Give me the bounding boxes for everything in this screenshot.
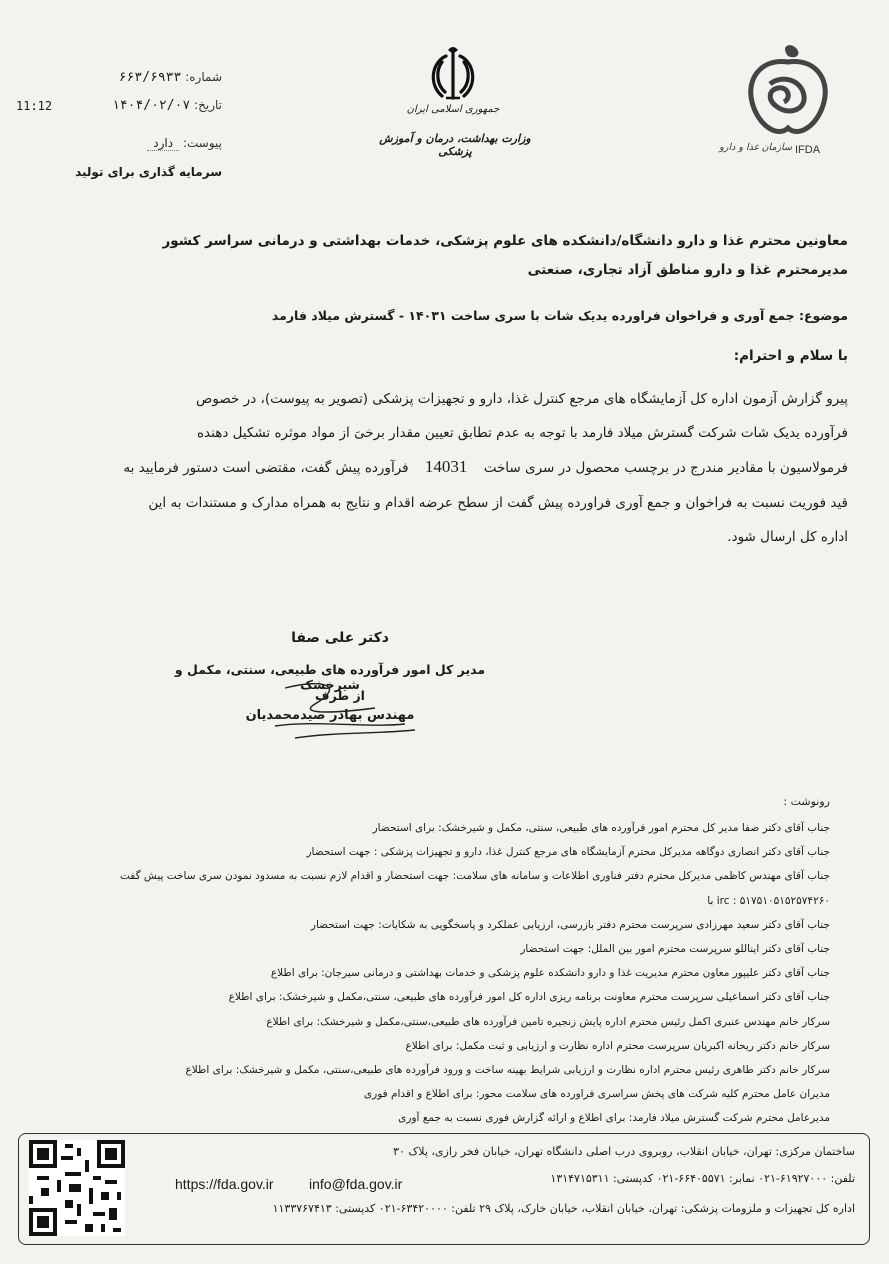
handwritten-signature [255, 668, 425, 748]
cc-item: جناب آقای دکتر علیپور معاون محترم مدیریت غذا و دارو دانشکده علوم پزشکی و خدمات بهداشتی و درمانی سیرجان: برای اطلاع [270, 967, 830, 980]
on-behalf-label: از طرف [315, 688, 365, 703]
footer-box [18, 1133, 870, 1245]
letter-date-value: ۱۴۰۴/۰۲/۰۷ [111, 98, 191, 113]
cc-item: مدیران عامل محترم کلیه شرکت های پخش سراسری فراورده های سلامت محور: برای اطلاع و اقدام فوری [363, 1088, 830, 1101]
letter-number-value: ۶۶۳/۶۹۳۳ [118, 70, 182, 85]
cc-item: سرکار خانم مهندس عنبری اکمل رئیس محترم اداره پایش زنجیره تامین فرآورده های طبیعی،سنتی،مکمل و شیرخشک: برای اطلاع [266, 1015, 830, 1028]
recipient-line-1: معاونین محترم غذا و دارو دانشگاه/دانشکده های علوم پزشکی، خدمات بهداشتی و درمانی سراسر کشور [162, 233, 848, 249]
letter-time: 11:12 [16, 99, 53, 113]
footer-phones-central: تلفن: ۶۱۹۲۷۰۰۰-۰۲۱ نمابر: ۶۶۴۰۵۵۷۱-۰۲۱ کدپستی: ۱۳۱۴۷۱۵۳۱۱ [550, 1172, 855, 1185]
department-slogan: سرمایه گذاری برای تولید [75, 165, 222, 179]
ifda-logo-icon [742, 44, 834, 144]
body-line-1: پیرو گزارش آزمون اداره کل آزمایشگاه های مرجع کنترل غذا، دارو و تجهیزات پزشکی (تصویر به پیوست)، در خصوص [196, 391, 848, 407]
greeting: با سلام و احترام: [733, 348, 848, 364]
cc-item: جناب آقای مهندس کاظمی مدیرکل محترم دفتر فناوری اطلاعات و سامانه های سلامت: جهت استحضار و اقدام لازم نسبت به مسدود نمودن سری ساخت پیش گفت [119, 870, 830, 883]
footer-address-central: ساختمان مرکزی: تهران، خیابان انقلاب، روبروی درب اصلی دانشگاه تهران، خیابان فخر رازی، پلاک ۳۰ [393, 1145, 855, 1158]
republic-label: جمهوری اسلامی ایران [406, 104, 500, 115]
cc-item: irc : ۵۱۷۵۱۰۵۱۵۲۵۷۴۲۶۰ با [707, 894, 830, 907]
ifda-logo-text: IFDA [795, 144, 821, 156]
body-line-5: اداره کل ارسال شود. [727, 529, 848, 545]
qr-code-icon [29, 1140, 125, 1236]
ministry-label: وزارت بهداشت، درمان و آموزش پزشکی [379, 132, 531, 158]
batch-number: 14031 [424, 457, 468, 476]
attachment-value: دارد [147, 136, 179, 151]
letter-subject: موضوع: جمع آوری و فراخوان فراورده یدیک شات با سری ساخت ۱۴۰۳۱ - گسترش میلاد فارمد [271, 308, 848, 323]
cc-item: سرکار خانم دکتر طاهری رئیس محترم اداره نظارت و ارزیابی شرایط بهینه ساخت و ورود فرآورده های طبیعی،سنتی، مکمل و شیرخشک: برای اطلاع [185, 1064, 830, 1077]
body-line-4: قید فوریت نسبت به فراخوان و جمع آوری فراورده پیش گفت از سطح عرضه اقدام و نتایج به همراه مدارک و مستندات به این [148, 495, 848, 511]
attachment-row [62, 136, 222, 150]
signer-name: مهندس بهادر صیدمحمدیان [245, 708, 415, 723]
cc-item: جناب آقای دکتر سعید مهرزادی سرپرست محترم دفتر بازرسی، ارزیابی عملکرد و پاسخگویی به شکایات: جهت استحضار [310, 918, 830, 931]
cc-item: جناب آقای دکتر انصاری دوگاهه مدیرکل محترم آزمایشگاه های مرجع کنترل غذا، دارو و تجهیزات پزشکی : جهت استحضار [306, 846, 830, 859]
letter-date-label: تاریخ: [194, 98, 222, 112]
body-line-3 [40, 451, 848, 484]
cc-item: جناب آقای دکتر اسماعیلی سرپرست محترم معاونت برنامه ریزی اداره کل امور فرآورده های طبیعی، سنتی،مکمل و شیرخشک: برای اطلاع [228, 991, 830, 1004]
footer-email-link[interactable]: info@fda.gov.ir [309, 1176, 403, 1192]
body-line-3-part1: فرمولاسیون با مقادیر مندرج در برچسب محصول در سری ساخت [483, 460, 848, 476]
emblem-icon [420, 44, 486, 104]
cc-item: سرکار خانم دکتر ریحانه اکبریان سرپرست محترم اداره نظارت و ارزیابی و ثبت مکمل: برای اطلاع [405, 1039, 830, 1052]
cc-item: مدیرعامل محترم شرکت گسترش میلاد فارمد: برای اطلاع و ارائه گزارش فوری نسبت به جمع آوری [398, 1112, 830, 1125]
cc-list [20, 816, 830, 1131]
footer-address-equipment: اداره کل تجهیزات و ملزومات پزشکی: تهران، خیابان انقلاب، خیابان خارک، پلاک ۲۹ تلفن: ۶۳۴۲۰۰۰۰-۰۲۱ کدپستی: ۱۱۳۳۷۶۷۴۱۳ [272, 1202, 855, 1215]
signatory-name: دکتر علی صفا [291, 630, 389, 646]
cc-item: جناب آقای دکتر صفا مدیر کل محترم امور فرآورده های طبیعی، سنتی، مکمل و شیرخشک: برای استحضار [372, 822, 830, 834]
cc-heading: رونوشت : [783, 795, 830, 808]
ifda-org-text: سازمان غذا و دارو [719, 142, 792, 153]
letter-date-row [62, 98, 222, 113]
body-line-3-part2: فرآورده پیش گفت، مقتضی است دستور فرمایید به [123, 460, 409, 476]
iran-emblem [420, 44, 486, 104]
attachment-label: پیوست: [182, 136, 222, 150]
recipient-line-2: مدیرمحترم غذا و دارو مناطق آزاد تجاری، صنعتی [527, 262, 848, 278]
cc-item: جناب آقای دکتر ایناللو سرپرست محترم امور بین الملل: جهت استحضار [520, 943, 830, 956]
letter-number-label: شماره: [185, 70, 222, 84]
ifda-logo [742, 44, 834, 154]
footer-website-link[interactable]: https://fda.gov.ir [175, 1176, 274, 1192]
letter-number-row [62, 70, 222, 85]
body-line-2: فرآورده یدیک شات شرکت گسترش میلاد فارمد با توجه به عدم تطابق تعیین مقدار برخیَ از مواد موثره تشکیل دهنده [196, 425, 848, 441]
signatory-title: مدیر کل امور فرآورده های طبیعی، سنتی، مکمل و شیرخشک [174, 662, 486, 692]
